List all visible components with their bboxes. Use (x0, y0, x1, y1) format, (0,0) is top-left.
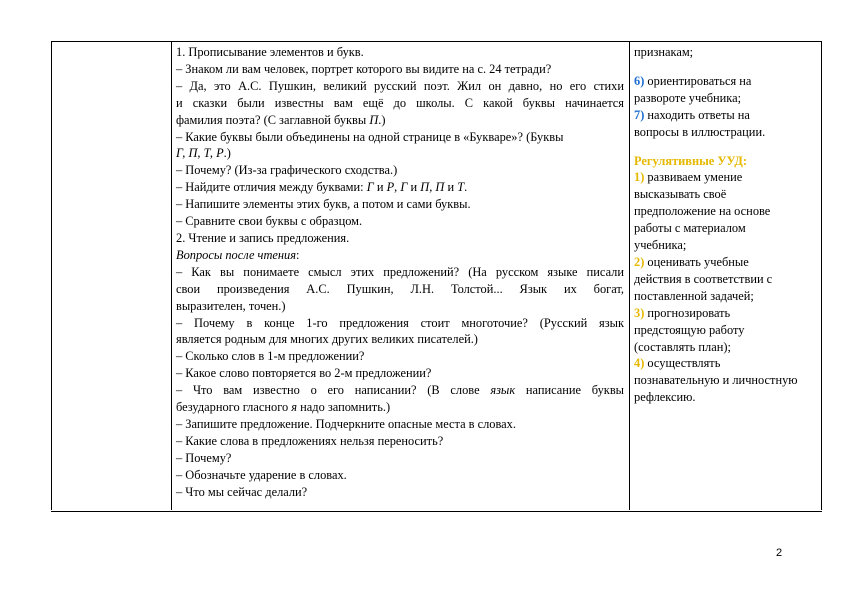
uud-line (634, 90, 818, 107)
italic-text: Р (386, 180, 395, 195)
text-run: является родным для многих других великих писателей.) (176, 332, 478, 347)
uud-line (634, 153, 818, 170)
list-marker: 2) (634, 254, 645, 269)
lesson-line (176, 382, 624, 399)
lesson-line (176, 348, 624, 365)
list-marker: 4) (634, 356, 645, 371)
lesson-line (176, 129, 624, 146)
lesson-line (176, 78, 624, 95)
lesson-line (176, 196, 624, 213)
text-run: рефлексию. (634, 390, 696, 405)
uud-line (634, 124, 818, 141)
text-run: познавательную и личностную (634, 373, 798, 388)
list-marker: 7) (634, 107, 645, 122)
text-run: развиваем умение (644, 170, 743, 185)
text-run: – Знаком ли вам человек, портрет которого вы видите на с. 24 тетради? (176, 61, 552, 76)
text-run: учебника; (634, 238, 687, 253)
text-run: .) (223, 146, 231, 161)
text-run: – Что мы сейчас делали? (176, 484, 308, 499)
text-run: – Запишите предложение. Подчеркните опасные места в словах. (176, 416, 516, 431)
text-run: признакам; (634, 45, 694, 59)
text-run: – Почему в конце 1-го предложения стоит многоточие? (Русский язык (176, 315, 624, 330)
italic-text: Т (457, 180, 465, 195)
text-run: высказывать своё (634, 187, 727, 202)
italic-text: П (435, 180, 445, 195)
italic-text: П (420, 180, 430, 195)
text-run: – Какие слова в предложениях нельзя переносить? (176, 433, 444, 448)
text-run: предстоящую работу (634, 322, 745, 337)
spacer (634, 61, 818, 73)
italic-text: Вопросы после чтения (176, 247, 296, 262)
uud-line (634, 271, 818, 288)
uud-line (634, 73, 818, 90)
italic-text: П (369, 112, 379, 127)
italic-text: язык (490, 383, 516, 398)
lesson-line (176, 264, 624, 281)
text-run: надо запомнить.) (297, 400, 391, 415)
lesson-line (176, 433, 624, 450)
text-run: вопросы в иллюстрации. (634, 124, 766, 139)
text-run: ориентироваться на (644, 73, 752, 88)
lesson-line (176, 484, 624, 501)
uud-line (634, 186, 818, 203)
uud-line (634, 203, 818, 220)
italic-text: Г, П, Т, Р (176, 146, 224, 161)
uud-line (634, 220, 818, 237)
table-cell-uud (634, 44, 818, 406)
lesson-line (176, 467, 624, 484)
table-border-left (51, 41, 52, 510)
uud-line (634, 107, 818, 124)
uud-line (634, 288, 818, 305)
text-run: : (296, 247, 300, 262)
text-run: – Почему? (Из-за графического сходства.) (176, 163, 398, 178)
lesson-line (176, 331, 624, 348)
lesson-line (176, 162, 624, 179)
lesson-line (176, 399, 624, 416)
list-marker: 1) (634, 170, 645, 185)
uud-line (634, 169, 818, 186)
lesson-line (176, 61, 624, 78)
lesson-line (176, 112, 624, 129)
lesson-line (176, 230, 624, 247)
text-run: работы с материалом (634, 221, 746, 236)
table-border-right (821, 41, 822, 510)
text-run: осуществлять (644, 356, 721, 371)
uud-line (634, 322, 818, 339)
text-run: , (429, 180, 436, 195)
text-run: – Сколько слов в 1-м предложении? (176, 349, 365, 364)
lesson-line (176, 213, 624, 230)
italic-text: я (291, 400, 298, 415)
text-run: и (407, 180, 421, 195)
text-run: – Обозначьте ударение в словах. (176, 467, 347, 482)
text-run: – Что вам известно о его написании? (В слове (176, 383, 491, 398)
list-marker: 6) (634, 73, 645, 88)
text-run: , (394, 180, 401, 195)
text-run: .) (378, 112, 386, 127)
text-run: 1. Прописывание элементов и букв. (176, 45, 364, 59)
uud-line (634, 355, 818, 372)
table-border-col2 (629, 41, 630, 510)
table-border-col1 (171, 41, 172, 510)
text-run: – Да, это А.С. Пушкин, великий русский поэт. Жил он давно, но его стихи (176, 78, 624, 93)
text-run: безударного гласного (176, 400, 292, 415)
text-run: – Почему? (176, 450, 232, 465)
list-marker: Регулятивные УУД: (634, 153, 747, 168)
list-marker: 3) (634, 305, 645, 320)
lesson-line (176, 179, 624, 196)
lesson-line (176, 365, 624, 382)
text-run: – Напишите элементы этих букв, а потом и сами буквы. (176, 197, 471, 212)
text-run: и (444, 180, 458, 195)
uud-line (634, 372, 818, 389)
uud-line (634, 339, 818, 356)
text-run: – Найдите отличия между буквами: (176, 180, 367, 195)
uud-line (634, 305, 818, 322)
text-run: – Какие буквы были объединены на одной странице в «Букваре»? (Буквы (176, 129, 564, 144)
text-run: – Сравните свои буквы с образцом. (176, 214, 363, 229)
text-run: развороте учебника; (634, 90, 742, 105)
uud-line (634, 254, 818, 271)
text-run: фамилия поэта? (С заглавной буквы (176, 112, 370, 127)
text-run: – Как вы понимаете смысл этих предложений? (На русском языке писали (176, 264, 624, 279)
uud-line (634, 389, 818, 406)
text-run: находить ответы на (644, 107, 750, 122)
lesson-line (176, 145, 624, 162)
text-run: прогнозировать (644, 305, 731, 320)
text-run: поставленной задачей; (634, 288, 754, 303)
lesson-line (176, 416, 624, 433)
text-run: выразителен, точен.) (176, 298, 286, 313)
lesson-line (176, 95, 624, 112)
text-run: 2. Чтение и запись предложения. (176, 230, 350, 245)
italic-text: Г (366, 180, 374, 195)
text-run: (составлять план); (634, 339, 731, 354)
text-run: оценивать учебные (644, 254, 749, 269)
text-run: – Какое слово повторяется во 2-м предложении? (176, 366, 432, 381)
uud-line (634, 44, 818, 61)
table-cell-lesson-activities (176, 44, 624, 500)
text-run: . (464, 180, 468, 195)
italic-text: Г (400, 180, 408, 195)
text-run: предположение на основе (634, 204, 771, 219)
text-run: и сказки были известны вам ещё до школы. С какой буквы начинается (176, 95, 624, 110)
lesson-line (176, 247, 624, 264)
lesson-line (176, 315, 624, 332)
text-run: написание буквы (515, 383, 624, 398)
text-run: действия в соответствии с (634, 271, 773, 286)
lesson-line (176, 298, 624, 315)
text-run: и (373, 180, 387, 195)
spacer (634, 141, 818, 153)
lesson-line (176, 281, 624, 298)
uud-line (634, 237, 818, 254)
lesson-line (176, 44, 624, 61)
page-number: 2 (776, 547, 783, 559)
lesson-line (176, 450, 624, 467)
text-run: свои произведения А.С. Пушкин, Л.Н. Толстой... Язык их богат, (176, 281, 624, 296)
